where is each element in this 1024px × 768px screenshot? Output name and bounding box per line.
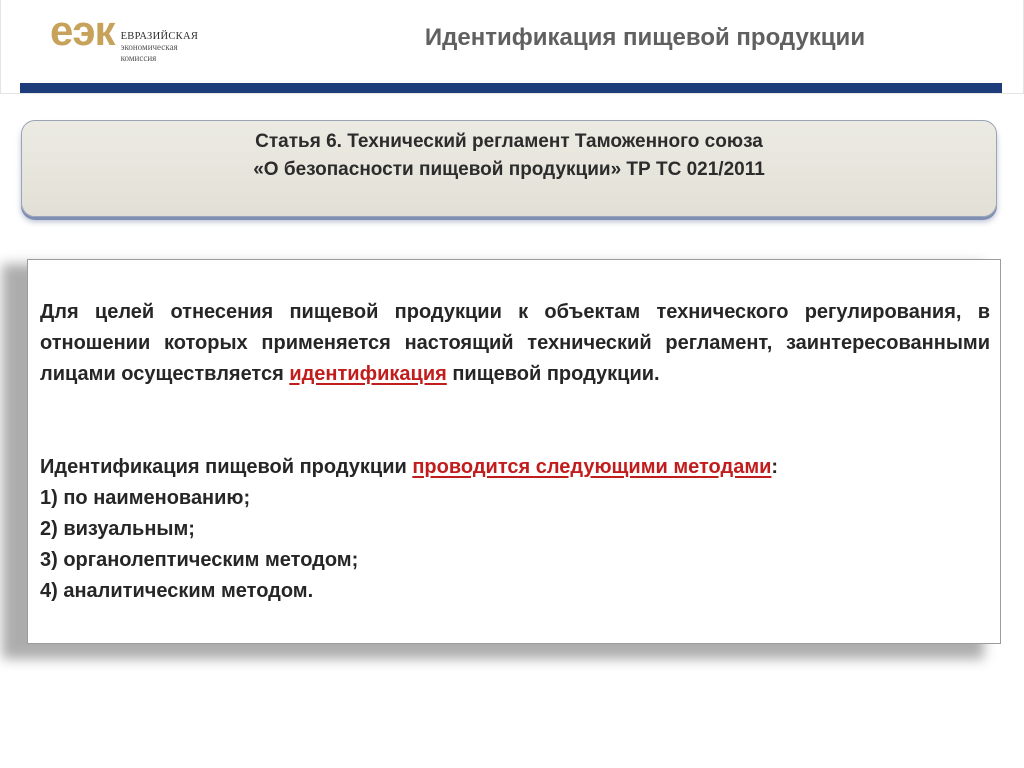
method-item-1: 1) по наименованию; xyxy=(40,487,251,509)
definition-text-before: Для целей отнесения пищевой продукции к объектам технического регулирования, в отношении которых применяется настоящий технический регламент, заинтересованными лицами осуществляется xyxy=(40,301,990,385)
article-callout xyxy=(21,120,997,217)
eec-logo xyxy=(50,7,199,67)
method-item-2: 2) визуальным; xyxy=(40,518,195,540)
article-title-line-1: Статья 6. Технический регламент Таможенного союза xyxy=(255,131,763,152)
logo-line-2: экономическая xyxy=(120,42,178,52)
logo-mark: еэк xyxy=(50,7,115,54)
page-title: Идентификация пищевой продукции xyxy=(424,24,866,51)
logo-line-1: ЕВРАЗИЙСКАЯ xyxy=(120,31,199,42)
content-box xyxy=(27,259,1001,644)
definition-text-after: пищевой продукции. xyxy=(446,363,660,385)
logo-line-3: комиссия xyxy=(120,53,157,63)
article-title-line-2: «О безопасности пищевой продукции» ТР ТС 021/2011 xyxy=(253,159,765,180)
methods-paragraph xyxy=(40,452,990,607)
method-item-4: 4) аналитическим методом. xyxy=(40,580,314,602)
header-divider-bar xyxy=(20,83,1002,93)
slide-header xyxy=(0,0,1024,95)
methods-intro xyxy=(40,452,990,483)
logo-text xyxy=(121,31,199,64)
identification-highlight: идентификация xyxy=(289,363,447,385)
methods-intro-before: Идентификация пищевой продукции xyxy=(40,456,413,478)
methods-intro-after: : xyxy=(771,456,779,478)
methods-highlight: проводится следующими методами xyxy=(412,456,772,478)
definition-paragraph xyxy=(40,297,990,390)
method-item-3: 3) органолептическим методом; xyxy=(40,549,359,571)
